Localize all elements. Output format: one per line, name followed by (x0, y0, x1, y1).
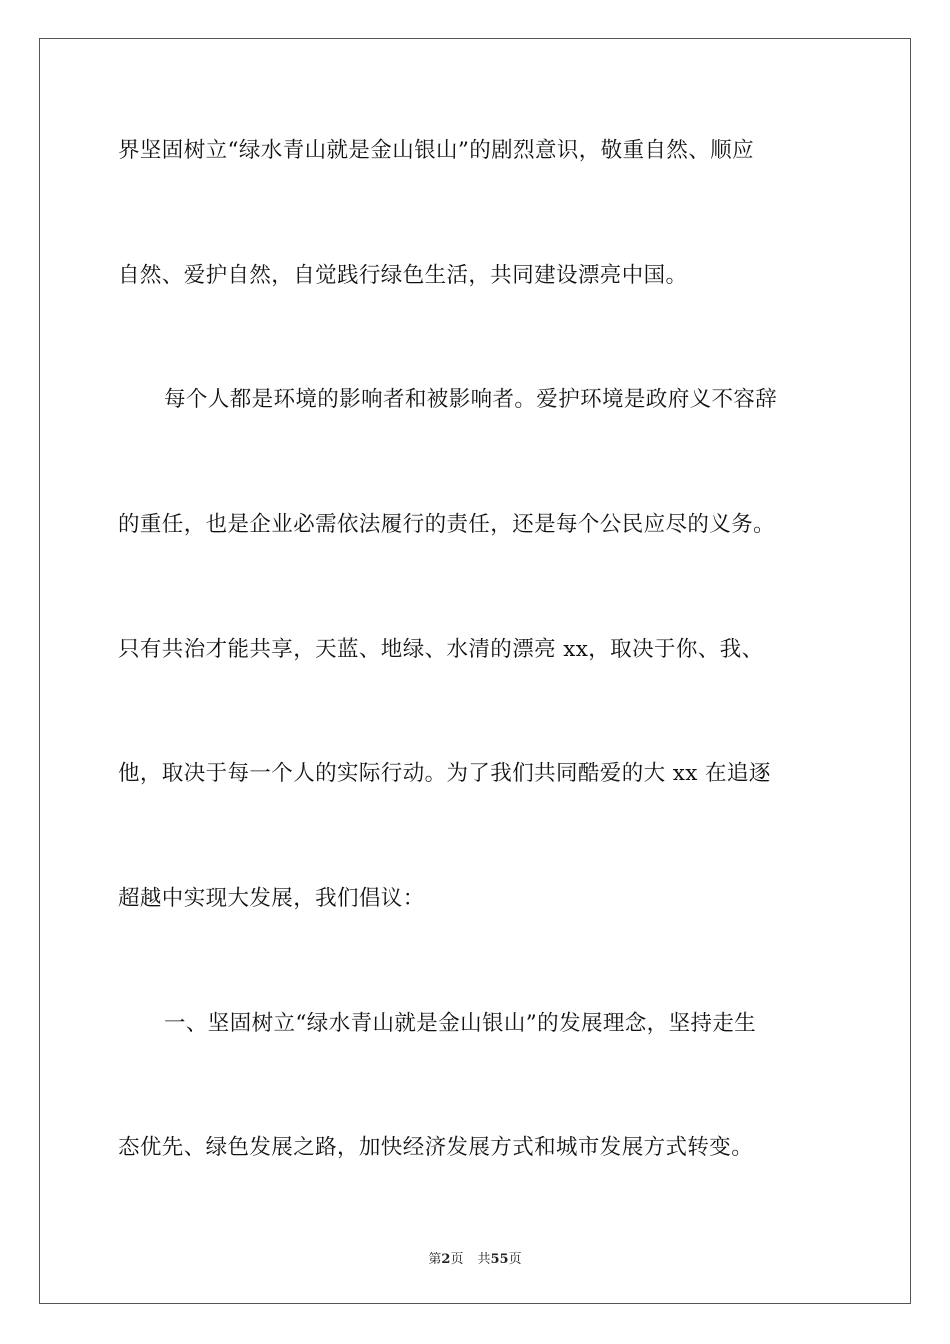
footer-page-number: 2 (441, 1252, 451, 1267)
text-line-9: 态优先、绿色发展之路，加快经济发展方式和城市发展方式转变。 (118, 1135, 754, 1160)
footer-total-prefix: 共 (477, 1252, 491, 1267)
footer-page-suffix: 页 (450, 1252, 464, 1267)
footer-total-pages: 55 (490, 1252, 509, 1267)
footer-total-suffix: 页 (508, 1252, 522, 1267)
text-line-7: 超越中实现大发展，我们倡议： (118, 886, 425, 911)
text-line-1: 界坚固树立“绿水青山就是金山银山”的剧烈意识，敬重自然、顺应 (118, 138, 754, 163)
page-border (39, 38, 911, 1304)
text-line-8: 一、坚固树立“绿水青山就是金山银山”的发展理念，坚持走生 (164, 1011, 757, 1036)
text-line-3: 每个人都是环境的影响者和被影响者。爱护环境是政府义不容辞 (164, 387, 778, 412)
text-line-5: 只有共治才能共享，天蓝、地绿、水清的漂亮 xx，取决于你、我、 (118, 637, 764, 662)
page-footer (0, 1248, 950, 1267)
text-line-4: 的重任，也是企业必需依法履行的责任，还是每个公民应尽的义务。 (118, 512, 776, 537)
text-line-6: 他，取决于每一个人的实际行动。为了我们共同酷爱的大 xx 在追逐 (118, 761, 771, 786)
footer-page-prefix: 第 (428, 1252, 442, 1267)
text-line-2: 自然、爱护自然，自觉践行绿色生活，共同建设漂亮中国。 (118, 263, 688, 288)
